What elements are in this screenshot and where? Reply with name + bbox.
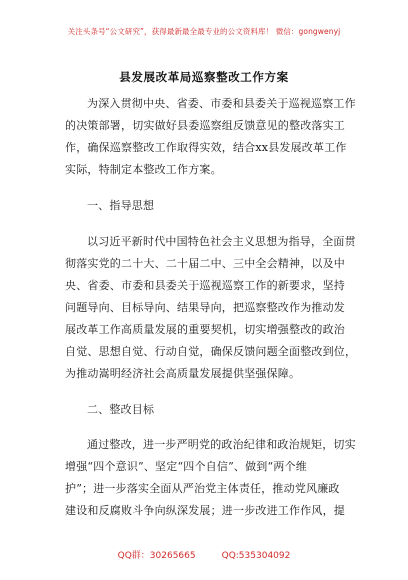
body-line: 建设和反腐败斗争向纵深发展；进一步改进工作作风，提: [65, 504, 345, 517]
body-line: 以习近平新时代中国特色社会主义思想为指导，全面贯: [87, 235, 356, 248]
body-line: 彻落实党的二十大、二十届二中、三中全会精神，以及中: [65, 257, 345, 270]
body-line: 展改革工作高质量发展的重要契机，切实增强整改的政治: [65, 323, 345, 336]
body-line: 为推动嵩明经济社会高质量发展提供坚强保障。: [65, 367, 301, 380]
header-banner: 关注头条号“公文研究”，获得最新最全最专业的公文资料库！ 微信：gongwenyj: [67, 27, 341, 36]
intro-line: 作，确保巡察整改工作取得实效，结合xx县发展改革工作: [65, 141, 347, 154]
section-heading: 二、整改目标: [87, 403, 155, 416]
body-line: 问题导向、目标导向、结果导向，把巡察整改作为推动发: [65, 301, 345, 314]
section-heading: 一、指导思想: [87, 199, 155, 212]
body-line: 通过整改，进一步严明党的政治纪律和政治规矩，切实: [87, 438, 356, 451]
footer-qq-group: QQ群：30265665: [117, 551, 196, 561]
body-line: 护”；进一步落实全面从严治党主体责任，推动党风廉政: [65, 482, 340, 495]
body-line: 央、省委、市委和县委关于巡视巡察工作的新要求，坚持: [65, 279, 345, 292]
document-title: 县发展改革局巡察整改工作方案: [119, 70, 289, 84]
intro-line: 实际，特制定本整改工作方案。: [65, 163, 222, 176]
footer-qq: QQ:535304092: [221, 551, 291, 561]
footer-contact: [0, 548, 408, 561]
intro-line: 的决策部署，切实做好县委巡察组反馈意见的整改落实工: [65, 119, 345, 132]
body-line: 增强“四个意识”、坚定“四个自信”、做到“两个维: [65, 460, 307, 473]
intro-line: 为深入贯彻中央、省委、市委和县委关于巡视巡察工作: [87, 97, 356, 110]
body-line: 自觉、思想自觉、行动自觉，确保反馈问题全面整改到位，: [65, 345, 357, 358]
